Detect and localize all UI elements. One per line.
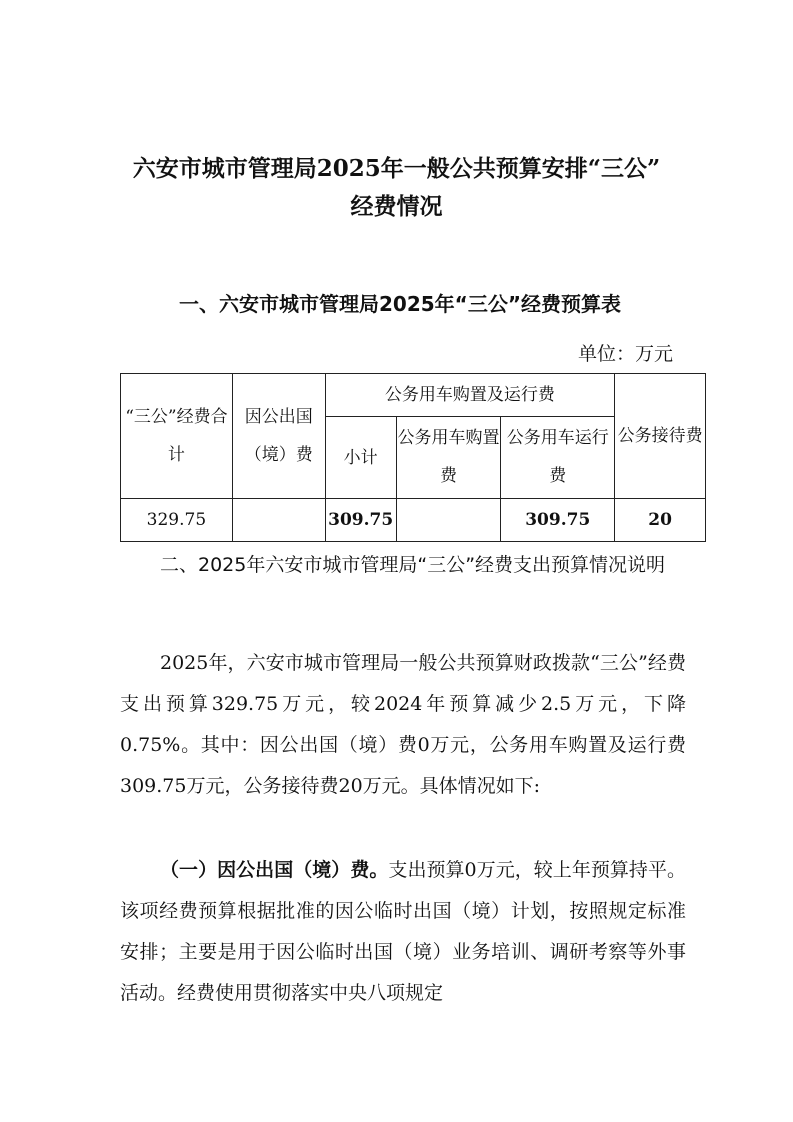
document-title-line2: 经费情况 [350, 193, 443, 220]
header-vehicle-operation [501, 417, 615, 499]
header-overseas [232, 374, 325, 499]
table-row [121, 499, 706, 542]
cell-vehicle-purchase [396, 499, 501, 542]
document-title-line1: 六安市城市管理局2025年一般公共预算安排“三公” [132, 155, 661, 182]
header-total [121, 374, 233, 499]
header-subtotal: 小计 [325, 417, 396, 499]
cell-overseas [232, 499, 325, 542]
header-vehicle-purchase-text: 公务用车购置费 [397, 428, 500, 487]
unit-label: 单位：万元 [577, 343, 673, 365]
header-vehicle-group: 公务用车购置及运行费 [325, 374, 615, 417]
header-overseas-text: 因公出国（境）费 [244, 406, 313, 465]
cell-subtotal: 309.75 [325, 499, 396, 542]
cell-vehicle-operation: 309.75 [501, 499, 615, 542]
table-header-row-1 [121, 374, 706, 417]
paragraph-overview: 2025年，六安市城市管理局一般公共预算财政拨款“三公”经费支出预算329.75万元，较2024年预算减少2.5万元，下降0.75%。其中：因公出国（境）费0万元，公务用车购置及运行费309.75万元，公务接待费20万元。具体情况如下: [120, 652, 686, 797]
header-total-text: “三公”经费合计 [125, 406, 228, 465]
cell-total: 329.75 [121, 499, 233, 542]
header-reception [615, 374, 706, 499]
paragraph-overseas-lead: （一）因公出国（境）费。 [160, 859, 389, 881]
paragraph-overseas [120, 850, 686, 1014]
header-vehicle-purchase [396, 417, 501, 499]
budget-table [120, 373, 706, 542]
section1-heading: 一、六安市城市管理局2025年“三公”经费预算表 [179, 292, 621, 316]
section2-heading: 二、2025年六安市城市管理局“三公”经费支出预算情况说明 [160, 554, 666, 576]
header-vehicle-operation-text: 公务用车运行费 [506, 428, 609, 487]
paragraph-overseas-body: 支出预算0万元，较上年预算持平。该项经费预算根据批准的因公临时出国（境）计划，按照规定标准安排；主要是用于因公临时出国（境）业务培训、调研考察等外事活动。经费使用贯彻落实中央八项规定 [120, 859, 686, 1004]
header-reception-text: 公务接待费 [617, 426, 703, 446]
cell-reception: 20 [615, 499, 706, 542]
